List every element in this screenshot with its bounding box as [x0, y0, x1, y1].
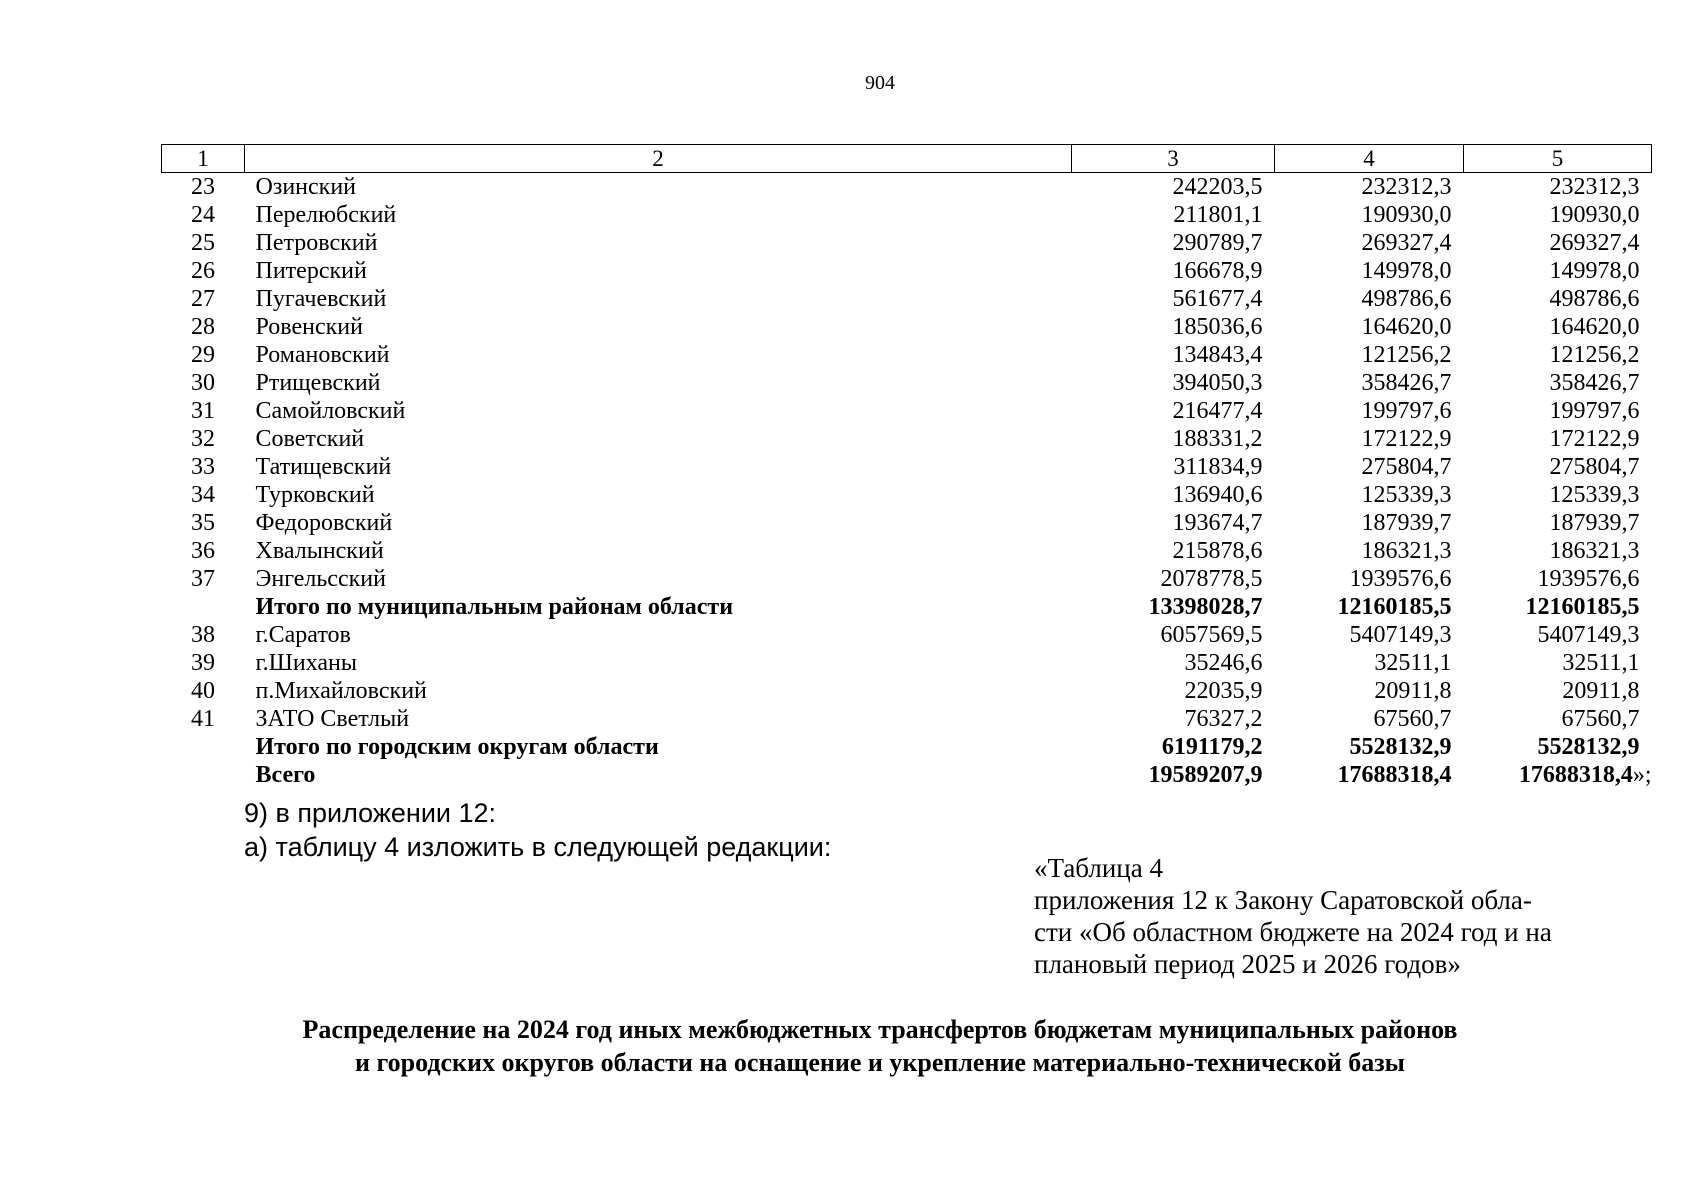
value-col3-cell: [1072, 425, 1275, 453]
value-col5-text: 20911,8: [1562, 678, 1640, 704]
closing-quote-text: »;: [1632, 762, 1652, 788]
section-heading-line: и городских округов области на оснащение и укрепление материально-технической базы: [355, 1048, 1405, 1077]
value-col5-cell: [1464, 257, 1652, 285]
district-name-cell: [245, 453, 1072, 481]
row-number-cell: [162, 369, 245, 397]
row-number-cell: [162, 565, 245, 593]
value-col5-text: 5528132,9: [1537, 734, 1640, 760]
column-header-2: 2: [245, 145, 1072, 173]
value-col5-cell: [1464, 453, 1652, 481]
district-name-cell: [245, 173, 1072, 202]
district-name-cell: [245, 677, 1072, 705]
row-number-text: 25: [191, 230, 215, 256]
district-name-text: Советский: [255, 426, 365, 452]
row-number-text: 39: [191, 650, 215, 676]
value-col5-cell: [1464, 229, 1652, 257]
value-col4-cell: [1275, 257, 1464, 285]
district-name-text: г.Саратов: [255, 622, 351, 648]
table-row: [162, 201, 1652, 229]
value-col3-text: 242203,5: [1172, 174, 1263, 200]
district-name-text: ЗАТО Светлый: [255, 706, 410, 732]
value-col4-cell: [1275, 229, 1464, 257]
value-col4-cell: [1275, 733, 1464, 761]
value-col5-text: 190930,0: [1549, 202, 1640, 228]
row-number-text: 36: [191, 538, 215, 564]
value-col5-cell: [1464, 509, 1652, 537]
row-number-text: 37: [191, 566, 215, 592]
value-col3-text: 35246,6: [1184, 650, 1263, 676]
value-col3-cell: [1072, 537, 1275, 565]
value-col3-cell: [1072, 369, 1275, 397]
value-col3-text: 22035,9: [1184, 678, 1263, 704]
row-number-cell: [162, 425, 245, 453]
value-col5-text: 358426,7: [1549, 370, 1640, 396]
row-number-cell: [162, 761, 245, 789]
section-heading: [200, 1013, 1560, 1079]
district-name-text: Всего: [255, 762, 316, 788]
value-col4-text: 12160185,5: [1337, 594, 1452, 620]
value-col4-cell: [1275, 537, 1464, 565]
value-col3-cell: [1072, 397, 1275, 425]
value-col3-cell: [1072, 593, 1275, 621]
district-name-cell: [245, 201, 1072, 229]
value-col4-text: 149978,0: [1361, 258, 1452, 284]
row-number-cell: [162, 481, 245, 509]
value-col5-text: 67560,7: [1561, 706, 1640, 732]
value-col5-cell: [1464, 313, 1652, 341]
row-number-text: 41: [191, 706, 215, 732]
value-col3-text: 216477,4: [1172, 398, 1263, 424]
value-col5-cell: [1464, 537, 1652, 565]
value-col4-text: 186321,3: [1361, 538, 1452, 564]
value-col3-cell: [1072, 733, 1275, 761]
value-col5-cell: [1464, 649, 1652, 677]
row-number-cell: [162, 593, 245, 621]
district-name-text: Пугачевский: [255, 286, 387, 312]
value-col4-text: 498786,6: [1361, 286, 1452, 312]
row-number-cell: [162, 537, 245, 565]
district-name-text: Хвалынский: [255, 538, 384, 564]
table-row: [162, 733, 1652, 761]
value-col5-cell: [1464, 761, 1652, 789]
value-col5-cell: [1464, 481, 1652, 509]
row-number-cell: [162, 285, 245, 313]
district-name-cell: [245, 537, 1072, 565]
budget-table: [161, 144, 1652, 789]
district-name-text: Ровенский: [255, 314, 363, 340]
value-col3-cell: [1072, 257, 1275, 285]
item-9-text: 9) в приложении 12:: [244, 798, 497, 828]
district-name-text: Турковский: [255, 482, 375, 508]
table-row: [162, 593, 1652, 621]
row-number-text: 35: [191, 510, 215, 536]
value-col3-text: 6057569,5: [1160, 622, 1263, 648]
value-col5-text: 164620,0: [1549, 314, 1640, 340]
row-number-text: 27: [191, 286, 215, 312]
value-col3-text: 215878,6: [1172, 538, 1263, 564]
row-number-cell: [162, 705, 245, 733]
value-col4-text: 187939,7: [1361, 510, 1452, 536]
value-col3-cell: [1072, 229, 1275, 257]
value-col4-cell: [1275, 173, 1464, 202]
district-name-cell: [245, 509, 1072, 537]
district-name-text: Итого по городским округам области: [255, 734, 659, 760]
table-body: [162, 173, 1652, 790]
table-row: [162, 173, 1652, 202]
value-col4-cell: [1275, 313, 1464, 341]
value-col4-cell: [1275, 453, 1464, 481]
value-col3-cell: [1072, 677, 1275, 705]
table-row: [162, 229, 1652, 257]
value-col5-cell: [1464, 677, 1652, 705]
value-col3-text: 193674,7: [1172, 510, 1263, 536]
value-col5-cell: [1464, 397, 1652, 425]
column-header-5: 5: [1464, 145, 1652, 173]
value-col5-text: 232312,3: [1549, 174, 1640, 200]
district-name-text: Федоровский: [255, 510, 393, 536]
table-header-row: [162, 145, 1652, 173]
district-name-text: Энгельсский: [255, 566, 386, 592]
value-col5-text: 275804,7: [1549, 454, 1640, 480]
value-col3-cell: [1072, 285, 1275, 313]
district-name-text: Татищевский: [255, 454, 392, 480]
district-name-cell: [245, 369, 1072, 397]
row-number-cell: [162, 173, 245, 202]
value-col5-text: 186321,3: [1549, 538, 1640, 564]
row-number-text: 26: [191, 258, 215, 284]
value-col4-cell: [1275, 425, 1464, 453]
column-header-3: 3: [1072, 145, 1275, 173]
value-col4-text: 1939576,6: [1349, 566, 1452, 592]
row-number-cell: [162, 649, 245, 677]
value-col4-cell: [1275, 397, 1464, 425]
value-col3-cell: [1072, 705, 1275, 733]
table-note-line: «Таблица 4: [1034, 853, 1163, 883]
district-name-cell: [245, 313, 1072, 341]
row-number-cell: [162, 313, 245, 341]
value-col4-cell: [1275, 369, 1464, 397]
value-col4-text: 125339,3: [1361, 482, 1452, 508]
table-note-line: приложения 12 к Закону Саратовской обла-: [1034, 885, 1532, 915]
value-col4-text: 190930,0: [1361, 202, 1452, 228]
table-row: [162, 257, 1652, 285]
value-col3-cell: [1072, 453, 1275, 481]
value-col4-text: 164620,0: [1361, 314, 1452, 340]
value-col5-cell: [1464, 285, 1652, 313]
table-row: [162, 397, 1652, 425]
column-header-1: 1: [162, 145, 245, 173]
value-col5-text: 149978,0: [1549, 258, 1640, 284]
table-row: [162, 537, 1652, 565]
district-name-cell: [245, 565, 1072, 593]
district-name-text: Итого по муниципальным районам области: [255, 594, 734, 620]
value-col5-text: 125339,3: [1549, 482, 1640, 508]
district-name-text: Самойловский: [255, 398, 406, 424]
table-row: [162, 705, 1652, 733]
table-row: [162, 565, 1652, 593]
value-col5-cell: [1464, 733, 1652, 761]
row-number-text: 28: [191, 314, 215, 340]
value-col3-text: 136940,6: [1172, 482, 1263, 508]
value-col3-text: 394050,3: [1172, 370, 1263, 396]
value-col3-cell: [1072, 313, 1275, 341]
value-col5-text: 187939,7: [1549, 510, 1640, 536]
district-name-cell: [245, 285, 1072, 313]
row-number-text: 30: [191, 370, 215, 396]
value-col5-cell: [1464, 201, 1652, 229]
value-col5-cell: [1464, 369, 1652, 397]
value-col5-cell: [1464, 425, 1652, 453]
row-number-cell: [162, 621, 245, 649]
row-number-cell: [162, 509, 245, 537]
value-col4-cell: [1275, 201, 1464, 229]
value-col3-text: 211801,1: [1173, 202, 1263, 228]
value-col3-text: 185036,6: [1172, 314, 1263, 340]
district-name-cell: [245, 425, 1072, 453]
value-col4-text: 172122,9: [1361, 426, 1452, 452]
value-col4-text: 67560,7: [1373, 706, 1452, 732]
value-col4-cell: [1275, 593, 1464, 621]
value-col4-text: 199797,6: [1361, 398, 1452, 424]
value-col3-text: 188331,2: [1172, 426, 1263, 452]
value-col3-text: 19589207,9: [1148, 762, 1263, 788]
value-col5-text: 121256,2: [1549, 342, 1640, 368]
value-col3-cell: [1072, 341, 1275, 369]
table-note: [1034, 852, 1594, 980]
district-name-text: г.Шиханы: [255, 650, 357, 676]
table-row: [162, 481, 1652, 509]
district-name-text: Петровский: [255, 230, 378, 256]
value-col4-text: 5528132,9: [1349, 734, 1452, 760]
district-name-cell: [245, 705, 1072, 733]
value-col3-text: 134843,4: [1172, 342, 1263, 368]
value-col3-text: 2078778,5: [1160, 566, 1263, 592]
row-number-cell: [162, 201, 245, 229]
table-row: [162, 509, 1652, 537]
value-col5-text: 269327,4: [1549, 230, 1640, 256]
value-col4-text: 232312,3: [1361, 174, 1452, 200]
row-number-cell: [162, 257, 245, 285]
value-col5-text: 172122,9: [1549, 426, 1640, 452]
district-name-cell: [245, 621, 1072, 649]
value-col3-cell: [1072, 201, 1275, 229]
table-row: [162, 341, 1652, 369]
row-number-text: 24: [191, 202, 215, 228]
district-name-cell: [245, 229, 1072, 257]
value-col4-cell: [1275, 649, 1464, 677]
row-number-cell: [162, 733, 245, 761]
value-col4-cell: [1275, 341, 1464, 369]
value-col5-cell: [1464, 593, 1652, 621]
district-name-cell: [245, 733, 1072, 761]
value-col3-cell: [1072, 565, 1275, 593]
value-col4-cell: [1275, 565, 1464, 593]
value-col3-text: 13398028,7: [1148, 594, 1263, 620]
page-number: 904: [865, 72, 895, 94]
row-number-text: 40: [191, 678, 215, 704]
row-number-text: 31: [191, 398, 215, 424]
value-col5-text: 1939576,6: [1537, 566, 1640, 592]
value-col4-cell: [1275, 285, 1464, 313]
value-col5-cell: [1464, 565, 1652, 593]
value-col4-text: 275804,7: [1361, 454, 1452, 480]
district-name-text: Романовский: [255, 342, 390, 368]
row-number-cell: [162, 341, 245, 369]
value-col4-text: 358426,7: [1361, 370, 1452, 396]
table-row: [162, 677, 1652, 705]
row-number-text: 32: [191, 426, 215, 452]
row-number-text: 33: [191, 454, 215, 480]
value-col4-text: 5407149,3: [1349, 622, 1452, 648]
row-number-text: 38: [191, 622, 215, 648]
table-row: [162, 369, 1652, 397]
value-col3-text: 561677,4: [1172, 286, 1263, 312]
value-col5-cell: [1464, 621, 1652, 649]
row-number-cell: [162, 453, 245, 481]
value-col5-text: 498786,6: [1549, 286, 1640, 312]
value-col5-text: 32511,1: [1562, 650, 1640, 676]
value-col3-text: 311834,9: [1173, 454, 1263, 480]
table-row: [162, 425, 1652, 453]
table-row: [162, 649, 1652, 677]
value-col3-text: 166678,9: [1172, 258, 1263, 284]
value-col3-text: 76327,2: [1184, 706, 1263, 732]
value-col4-text: 20911,8: [1374, 678, 1452, 704]
value-col4-text: 17688318,4: [1337, 762, 1452, 788]
district-name-cell: [245, 481, 1072, 509]
value-col4-cell: [1275, 677, 1464, 705]
value-col4-cell: [1275, 705, 1464, 733]
value-col5-cell: [1464, 341, 1652, 369]
value-col3-cell: [1072, 509, 1275, 537]
value-col4-text: 121256,2: [1361, 342, 1452, 368]
value-col3-cell: [1072, 173, 1275, 202]
value-col5-text: 17688318,4: [1518, 762, 1633, 788]
section-heading-line: Распределение на 2024 год иных межбюджетных трансфертов бюджетам муниципальных районов: [302, 1015, 1458, 1044]
district-name-cell: [245, 397, 1072, 425]
value-col3-cell: [1072, 481, 1275, 509]
row-number-text: 29: [191, 342, 215, 368]
value-col4-cell: [1275, 509, 1464, 537]
table-note-line: плановый период 2025 и 2026 годов»: [1034, 949, 1461, 979]
row-number-cell: [162, 397, 245, 425]
district-name-cell: [245, 649, 1072, 677]
value-col3-cell: [1072, 649, 1275, 677]
value-col3-cell: [1072, 621, 1275, 649]
district-name-text: Перелюбский: [255, 202, 397, 228]
value-col5-cell: [1464, 173, 1652, 202]
table-row: [162, 761, 1652, 789]
table-note-line: сти «Об областном бюджете на 2024 год и на: [1034, 917, 1552, 947]
value-col3-cell: [1072, 761, 1275, 789]
value-col4-cell: [1275, 761, 1464, 789]
row-number-cell: [162, 677, 245, 705]
district-name-cell: [245, 593, 1072, 621]
value-col4-cell: [1275, 621, 1464, 649]
district-name-text: Питерский: [255, 258, 367, 284]
value-col5-text: 5407149,3: [1537, 622, 1640, 648]
table-row: [162, 285, 1652, 313]
table-row: [162, 313, 1652, 341]
district-name-cell: [245, 761, 1072, 789]
table-row: [162, 621, 1652, 649]
district-name-text: п.Михайловский: [255, 678, 427, 704]
district-name-text: Озинский: [255, 174, 356, 200]
row-number-cell: [162, 229, 245, 257]
value-col3-text: 290789,7: [1172, 230, 1263, 256]
value-col4-text: 269327,4: [1361, 230, 1452, 256]
district-name-cell: [245, 341, 1072, 369]
row-number-text: 34: [191, 482, 215, 508]
value-col4-text: 32511,1: [1374, 650, 1452, 676]
value-col4-cell: [1275, 481, 1464, 509]
district-name-text: Ртищевский: [255, 370, 381, 396]
item-a-text: а) таблицу 4 изложить в следующей редакции:: [244, 832, 832, 862]
value-col3-text: 6191179,2: [1161, 734, 1263, 760]
district-name-cell: [245, 257, 1072, 285]
column-header-4: 4: [1275, 145, 1464, 173]
value-col5-text: 12160185,5: [1525, 594, 1640, 620]
table-row: [162, 453, 1652, 481]
row-number-text: 23: [191, 174, 215, 200]
value-col5-text: 199797,6: [1549, 398, 1640, 424]
value-col5-cell: [1464, 705, 1652, 733]
